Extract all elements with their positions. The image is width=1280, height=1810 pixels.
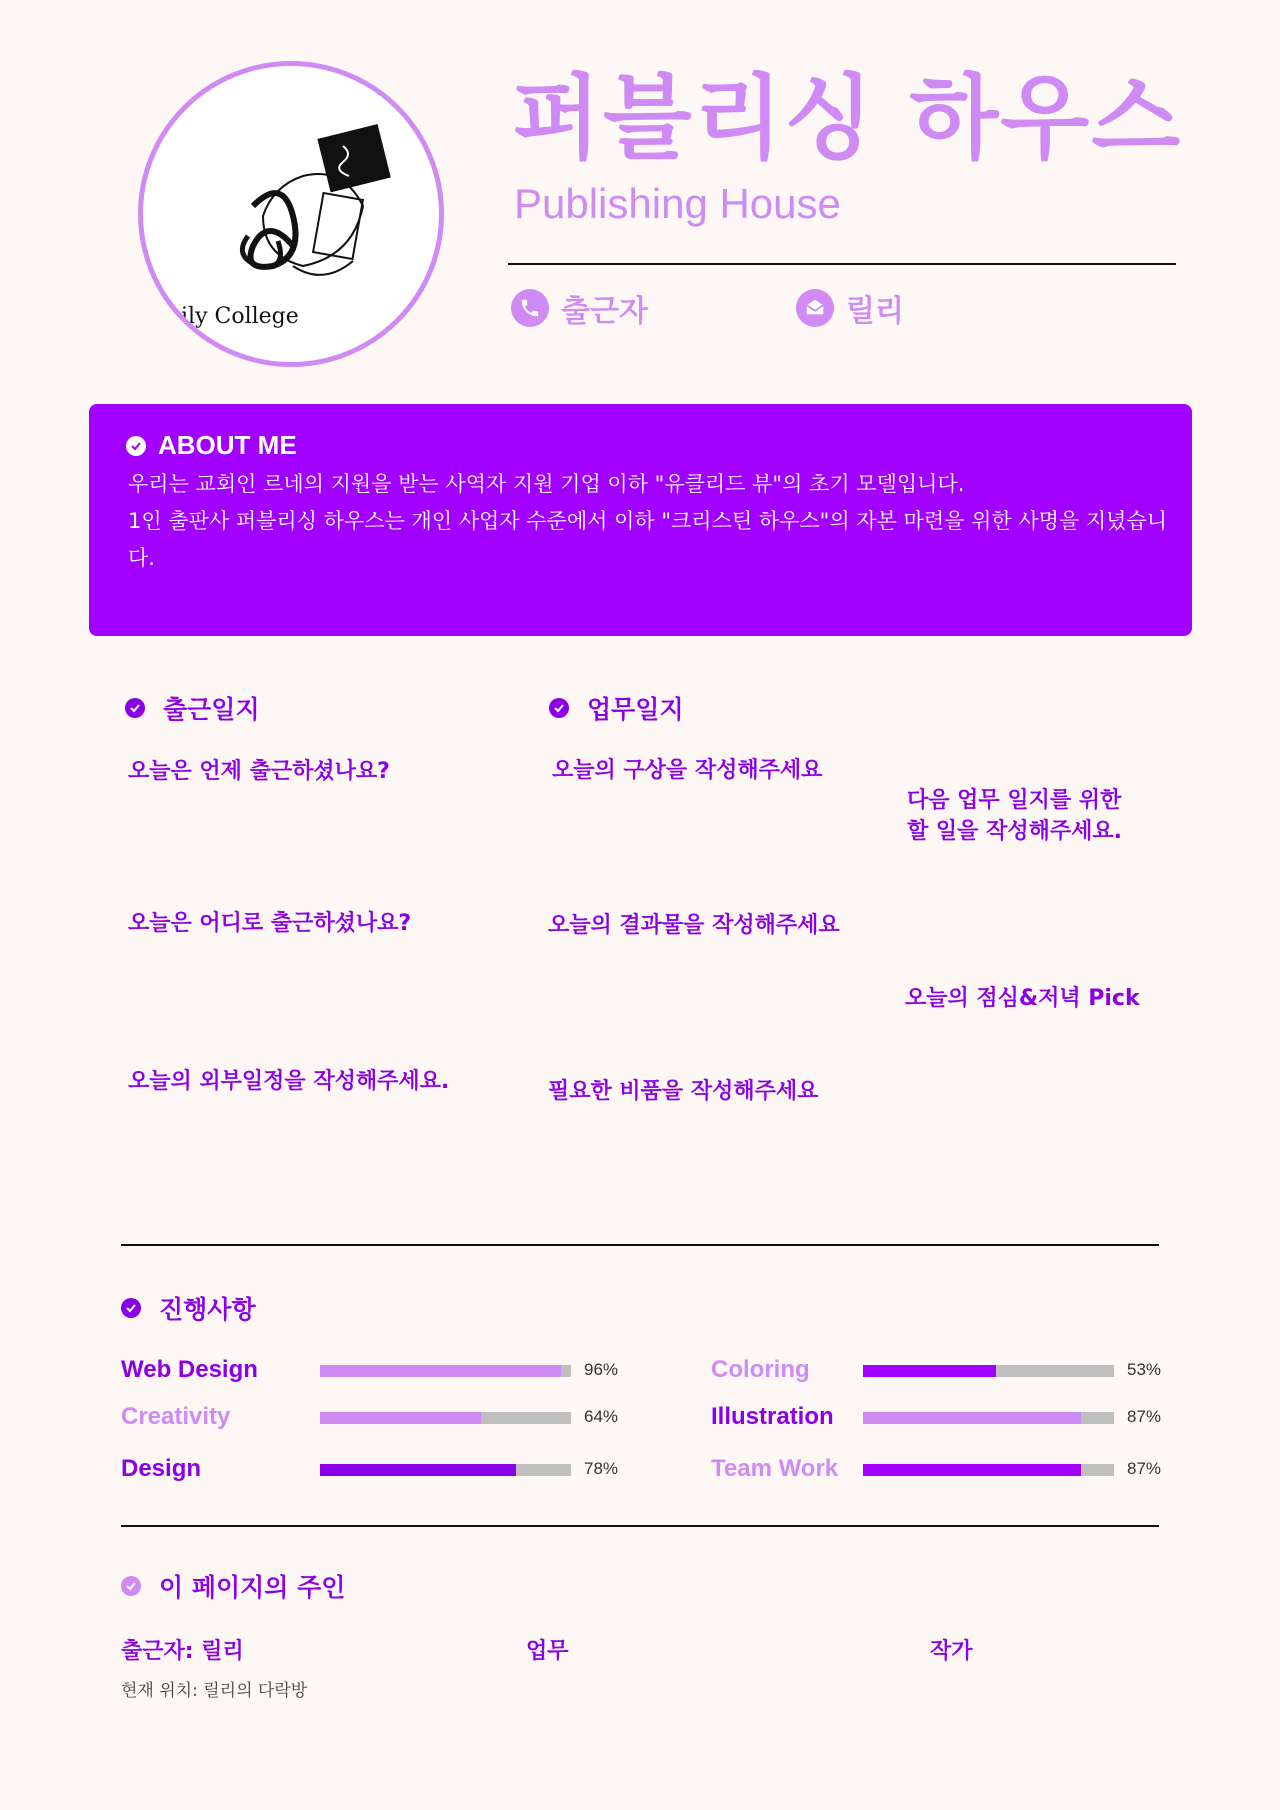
logo-text: ily College (181, 304, 299, 329)
skill-progress-bar (863, 1365, 1114, 1377)
attendance-heading (125, 690, 260, 726)
skill-progress-bar (320, 1412, 571, 1424)
skill-progress-bar (320, 1464, 571, 1476)
owner-name: 출근자: 릴리 (121, 1639, 244, 1664)
check-icon (125, 698, 145, 718)
skill-progress-bar (320, 1365, 571, 1377)
skill-progress-fill (320, 1464, 516, 1476)
progress-heading (121, 1290, 256, 1326)
contact-phone-label: 출근자 (561, 294, 648, 329)
about-body: 우리는 교회인 르네의 지원을 받는 사역자 지원 기업 이하 "유클리드 뷰"의 초기 모델입니다. 1인 출판사 퍼블리싱 하우스는 개인 사업자 수준에서 이하 "크리스틴 하우스"의 자본 마련을 위한 사명을 지녔습니다. (128, 472, 1167, 570)
header-divider (508, 263, 1176, 265)
skill-label: Illustration (711, 1403, 834, 1430)
logo (138, 61, 444, 367)
work-question: 오늘의 결과물을 작성해주세요 (548, 913, 840, 938)
work-side-note: 다음 업무 일지를 위한 할 일을 작성해주세요. (907, 788, 1122, 844)
skill-label: Design (121, 1455, 202, 1482)
attendance-question: 오늘은 언제 출근하셨나요? (128, 759, 390, 784)
work-title: 업무일지 (587, 695, 684, 724)
check-icon (549, 698, 569, 718)
owner-location: 현재 위치: 릴리의 다락방 (121, 1681, 308, 1701)
skill-progress-fill (320, 1365, 561, 1377)
about-me-panel (89, 404, 1192, 636)
work-side-note: 오늘의 점심&저녁 Pick (905, 986, 1140, 1011)
skill-label: Creativity (121, 1403, 231, 1430)
attendance-title: 출근일지 (163, 695, 260, 724)
phone-icon (511, 289, 549, 327)
skill-label: Team Work (711, 1455, 839, 1482)
contact-phone[interactable] (511, 286, 648, 330)
skill-percent: 64% (584, 1407, 619, 1426)
skill-percent: 78% (584, 1459, 619, 1478)
page-subtitle: Publishing House (514, 180, 841, 227)
skill-percent: 87% (1127, 1459, 1162, 1478)
attendance-question: 오늘의 외부일정을 작성해주세요. (128, 1069, 450, 1094)
attendance-question: 오늘은 어디로 출근하셨나요? (128, 911, 412, 936)
work-question: 필요한 비품을 작성해주세요 (548, 1079, 819, 1104)
progress-title: 진행사항 (159, 1295, 256, 1324)
logo-illustration-icon (203, 116, 403, 306)
skill-percent: 96% (584, 1360, 619, 1379)
check-icon (121, 1298, 141, 1318)
owner-heading (121, 1568, 345, 1604)
skill-progress-fill (863, 1365, 996, 1377)
mail-icon (796, 289, 834, 327)
contact-mail-label: 릴리 (846, 294, 904, 329)
skill-progress-fill (863, 1412, 1081, 1424)
skill-progress-fill (863, 1464, 1081, 1476)
skill-progress-bar (863, 1464, 1114, 1476)
owner-job: 업무 (526, 1639, 569, 1664)
skill-progress-fill (320, 1412, 481, 1424)
section-divider (121, 1525, 1159, 1527)
section-divider (121, 1244, 1159, 1246)
check-icon (121, 1576, 141, 1596)
skill-percent: 53% (1127, 1360, 1162, 1379)
skill-label: Coloring (711, 1356, 810, 1383)
work-question: 오늘의 구상을 작성해주세요 (552, 758, 823, 783)
skill-label: Web Design (121, 1356, 258, 1383)
about-title: ABOUT ME (158, 430, 297, 460)
skill-progress-bar (863, 1412, 1114, 1424)
check-icon (126, 436, 146, 456)
skill-percent: 87% (1127, 1407, 1162, 1426)
work-heading (549, 690, 684, 726)
contact-mail[interactable] (796, 286, 904, 330)
page-title: 퍼블리싱 하우스 (512, 65, 1183, 172)
about-heading (126, 430, 297, 461)
owner-role: 작가 (930, 1639, 973, 1664)
owner-title: 이 페이지의 주인 (159, 1573, 346, 1602)
